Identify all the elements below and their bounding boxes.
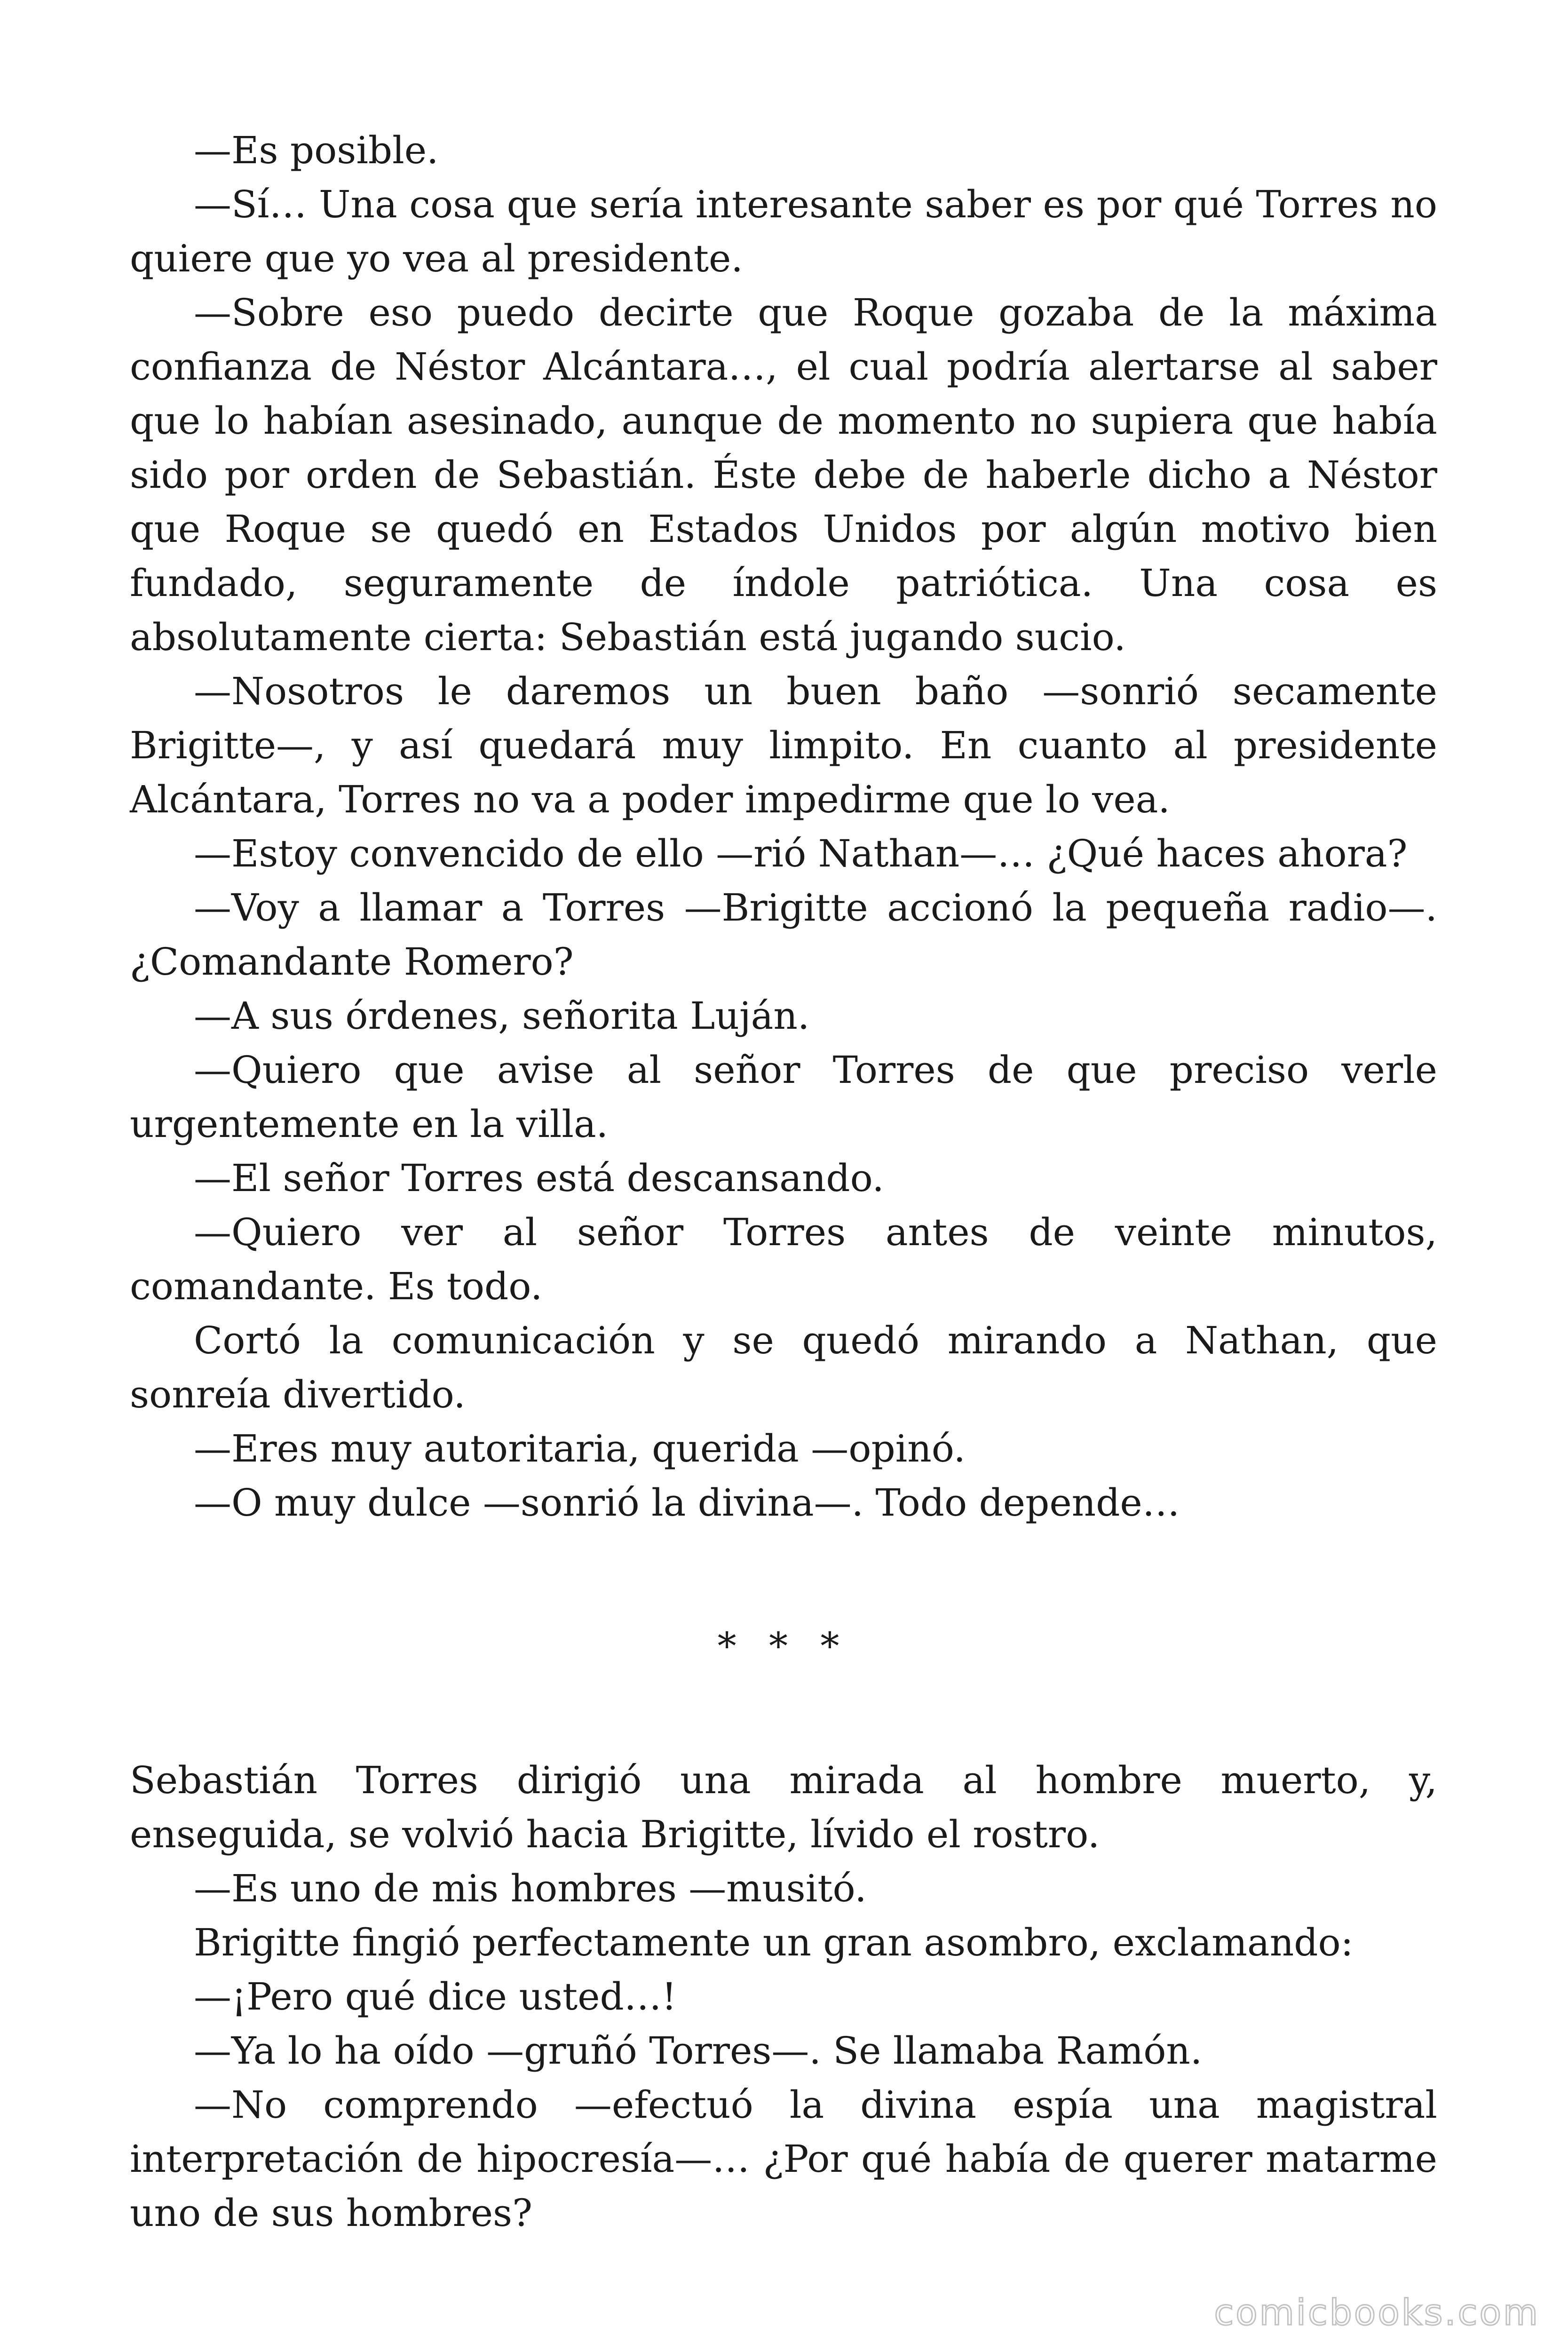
paragraph: —A sus órdenes, señorita Luján. [194, 994, 810, 1038]
paragraph: —Ya lo ha oído —gruñó Torres—. Se llamaba Ramón. [194, 2029, 1203, 2073]
paragraph: —Eres muy autoritaria, querida —opinó. [194, 1427, 966, 1470]
paragraph: —No comprendo —efectuó la divina espía una magistral interpretación de hipocresía—… ¿Por qué había de querer matarme uno de sus hombres? [130, 2083, 1437, 2235]
paragraph: —¡Pero qué dice usted…! [194, 1975, 677, 2018]
paragraph: —Nosotros le daremos un buen baño —sonrió secamente Brigitte—, y así quedará muy limpito. En cuanto al presidente Alcántara, Torres no va a poder impedirme que lo vea. [130, 669, 1437, 821]
paragraph: —Quiero ver al señor Torres antes de veinte minutos, comandante. Es todo. [130, 1210, 1437, 1308]
text-section-1 [130, 123, 1437, 1530]
paragraph: —Quiero que avise al señor Torres de que preciso verle urgentemente en la villa. [130, 1048, 1437, 1146]
paragraph: —Sobre eso puedo decirte que Roque gozaba de la máxima confianza de Néstor Alcántara…, el cual podría alertarse al saber que lo habían asesinado, aunque de momento no supiera que había sido por orden de Sebastián. Éste debe de haberle dicho a Néstor que Roque se quedó en Estados Unidos por algún motivo bien fundado, seguramente de índole patriótica. Una cosa es absolutamente cierta: Sebastián está jugando sucio. [130, 291, 1437, 659]
paragraph: —Es uno de mis hombres —musitó. [194, 1867, 867, 1910]
paragraph: —Es posible. [194, 128, 439, 172]
paragraph: Cortó la comunicación y se quedó mirando a Nathan, que sonreía divertido. [130, 1319, 1437, 1416]
paragraph: —El señor Torres está descansando. [194, 1156, 884, 1200]
paragraph: Sebastián Torres dirigió una mirada al hombre muerto, y, enseguida, se volvió hacia Brigitte, lívido el rostro. [130, 1758, 1437, 1856]
paragraph: Brigitte fingió perfectamente un gran asombro, exclamando: [194, 1921, 1354, 1964]
watermark: comicbooks.com [1214, 2291, 1540, 2333]
paragraph: —Sí… Una cosa que sería interesante saber es por qué Torres no quiere que yo vea al presidente. [130, 183, 1437, 280]
paragraph: —O muy dulce —sonrió la divina—. Todo depende… [194, 1481, 1180, 1525]
scene-break: * * * [717, 1624, 850, 1668]
text-section-2 [130, 1753, 1437, 2240]
book-page [130, 123, 1437, 2240]
paragraph: —Estoy convencido de ello —rió Nathan—… ¿Qué haces ahora? [194, 832, 1408, 875]
paragraph: —Voy a llamar a Torres —Brigitte accionó la pequeña radio—. ¿Comandante Romero? [130, 886, 1437, 984]
